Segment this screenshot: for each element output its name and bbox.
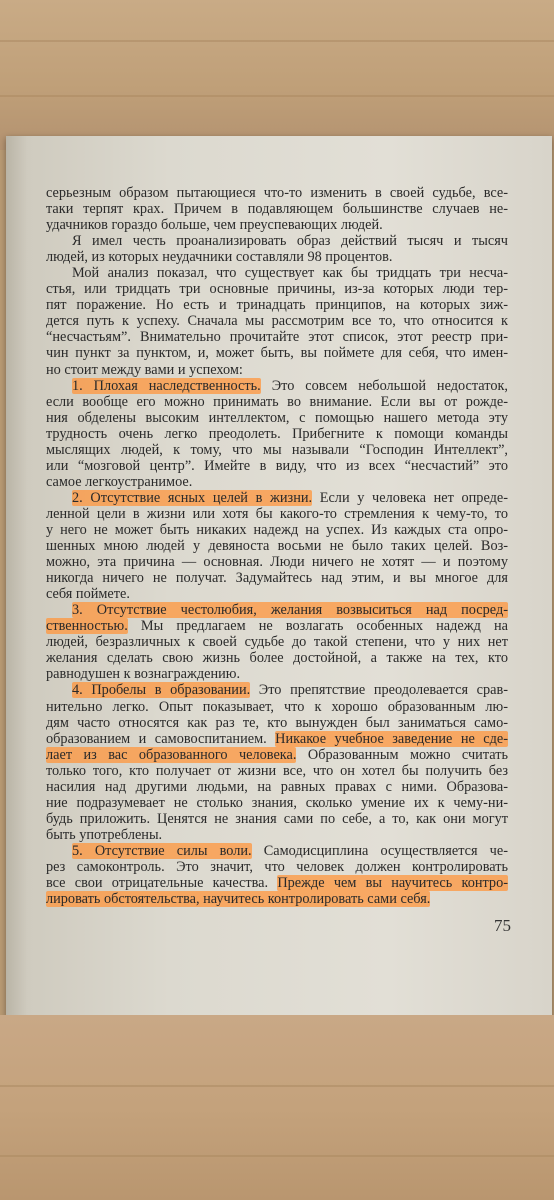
text-line bbox=[46, 474, 508, 490]
text-line bbox=[46, 875, 508, 891]
text-line bbox=[46, 394, 508, 410]
text-segment: никогда ничего не получат. Задумайтесь над этим, и вы многое для bbox=[46, 570, 508, 587]
text-line bbox=[46, 731, 508, 747]
text-segment: мыслящих людей, к тому, что мы называли “Господин Интеллект”, bbox=[46, 441, 508, 458]
text-line bbox=[46, 570, 508, 586]
text-line bbox=[46, 650, 508, 666]
text-segment: Мой анализ показал, что существует как бы тридцать три несча- bbox=[72, 265, 508, 282]
text-segment: Мы предлагаем не возлагать особенных надежд на bbox=[127, 618, 508, 635]
text-line bbox=[46, 249, 508, 265]
text-line bbox=[46, 201, 508, 217]
text-segment: трудность очень легко преодолеть. Прибегните к помощи команды bbox=[46, 425, 508, 442]
text-segment: ние подразумевает не столько знания, сколько умение их к чему-ни- bbox=[46, 794, 508, 811]
text-line bbox=[46, 634, 508, 650]
text-segment: самое легкоустранимое. bbox=[46, 473, 193, 490]
text-segment: Самодисциплина осуществляется че- bbox=[251, 842, 508, 859]
text-line bbox=[46, 297, 508, 313]
text-segment: равнодушен к вознаграждению. bbox=[46, 666, 241, 683]
text-segment: “несчастьям”. Внимательно прочитайте этот список, этот реестр при- bbox=[46, 329, 508, 346]
wood-grain bbox=[0, 1155, 554, 1157]
text-line bbox=[46, 313, 508, 329]
text-segment: дется путь к успеху. Сначала мы рассмотрим все то, что относится к bbox=[46, 313, 508, 330]
highlighted-text: 4. Пробелы в образовании. bbox=[72, 682, 251, 699]
text-line bbox=[46, 586, 508, 602]
text-line bbox=[46, 426, 508, 442]
text-segment: ния обделены высоким интеллектом, с помощью нашего метода эту bbox=[46, 409, 508, 426]
text-segment: Это препятствие преодолевается срав- bbox=[250, 682, 508, 699]
text-segment: серьезным образом пытающиеся что-то изменить в своей судьбе, все- bbox=[46, 185, 508, 201]
highlighted-text: Прежде чем вы научитесь контро- bbox=[277, 875, 508, 892]
highlighted-text: 3. Отсутствие честолюбия, желания возвыситься над посред- bbox=[72, 602, 508, 619]
text-line bbox=[46, 811, 508, 827]
text-segment: если вообще его можно принимать во внимание. Если вы от рожде- bbox=[46, 393, 508, 410]
text-segment: Если у человека нет опреде- bbox=[312, 489, 508, 506]
text-line bbox=[46, 458, 508, 474]
text-segment: желания сделать свою жизнь более достойной, а также на тех, кто bbox=[46, 650, 508, 667]
text-line bbox=[46, 747, 508, 763]
text-segment: нительно легко. Опыт показывает, что к хорошо образованным лю- bbox=[46, 698, 508, 715]
text-line bbox=[46, 217, 508, 233]
text-segment: людей, безразличных к своей судьбе до такой степени, что у них нет bbox=[46, 634, 508, 651]
text-line bbox=[46, 490, 508, 506]
highlighted-text: 2. Отсутствие ясных целей в жизни. bbox=[72, 489, 313, 506]
wood-grain bbox=[0, 40, 554, 42]
text-line bbox=[46, 442, 508, 458]
text-segment: рез самоконтроль. Это значит, что человек должен контролировать bbox=[46, 858, 508, 875]
text-line bbox=[46, 859, 508, 875]
text-line bbox=[46, 795, 508, 811]
text-line bbox=[46, 666, 508, 682]
text-line bbox=[46, 843, 508, 859]
text-line bbox=[46, 345, 508, 361]
text-segment: Я имел честь проанализировать образ действий тысяч и тысяч bbox=[72, 233, 508, 250]
text-line bbox=[46, 538, 508, 554]
text-segment: у него не может быть никаких надежд на успех. Из каждых ста опро- bbox=[46, 521, 508, 538]
text-segment: но стоит между вами и успехом: bbox=[46, 361, 243, 378]
text-segment: ленной цели в жизни или хотя бы какого-то стремления к чему-то, то bbox=[46, 505, 508, 522]
text-line bbox=[46, 554, 508, 570]
text-line bbox=[46, 602, 508, 618]
wood-grain bbox=[0, 95, 554, 97]
text-line bbox=[46, 329, 508, 345]
text-segment: все свои отрицательные качества. bbox=[46, 875, 278, 892]
highlighted-text: лает из вас образованного человека. bbox=[46, 746, 297, 763]
text-segment: таки терпят крах. Причем в подавляющем большинстве случаев не- bbox=[46, 201, 508, 218]
highlighted-text: ственностью. bbox=[46, 618, 128, 635]
text-segment: удачников гораздо больше, чем преуспевающих людей. bbox=[46, 217, 383, 234]
highlighted-text: 5. Отсутствие силы воли. bbox=[72, 842, 252, 859]
text-segment: себя поймете. bbox=[46, 586, 130, 603]
text-segment: стья, или тридцать три основные причины, из-за которых люди тер- bbox=[46, 281, 508, 298]
text-line bbox=[46, 362, 508, 378]
text-line bbox=[46, 827, 508, 843]
wooden-table-bottom bbox=[0, 1015, 554, 1200]
highlighted-text: лировать обстоятельства, научитесь контролировать сами себя. bbox=[46, 891, 431, 908]
text-segment: Образованным можно считать bbox=[296, 746, 509, 763]
text-line bbox=[46, 265, 508, 281]
text-segment: быть употреблены. bbox=[46, 826, 163, 843]
text-segment: людей, из которых неудачники составляли 98 процентов. bbox=[46, 249, 393, 266]
text-line bbox=[46, 522, 508, 538]
text-segment: только того, кто получает от жизни все, что он хотел бы получить без bbox=[46, 762, 508, 779]
text-line bbox=[46, 185, 508, 201]
text-segment: шенных мною людей у девяноста восьми не было таких целей. Воз- bbox=[46, 538, 508, 555]
text-line bbox=[46, 233, 508, 249]
text-segment: насилия над другими людьми, на равных правах с ними. Образова- bbox=[46, 778, 508, 795]
page-number: 75 bbox=[494, 916, 511, 935]
text-segment: или “мозговой центр”. Имейте в виду, что из всех “несчастий” это bbox=[46, 457, 508, 474]
text-segment: пят поражение. Но есть и тринадцать принципов, на которых зиж- bbox=[46, 297, 508, 314]
text-line bbox=[46, 891, 508, 907]
wood-grain bbox=[0, 1085, 554, 1087]
text-line bbox=[46, 506, 508, 522]
text-line bbox=[46, 779, 508, 795]
text-line bbox=[46, 699, 508, 715]
text-segment: чин пункт за пунктом, и, может быть, вы поймете для себя, что имен- bbox=[46, 345, 508, 362]
highlighted-text: Никакое учебное заведение не сде- bbox=[275, 730, 508, 747]
highlighted-text: 1. Плохая наследственность. bbox=[72, 377, 261, 394]
text-segment: можно, эта причина — основная. Люди ничего не хотят — и поэтому bbox=[46, 554, 508, 571]
page-text bbox=[46, 185, 508, 907]
text-line bbox=[46, 715, 508, 731]
wooden-table-top bbox=[0, 0, 554, 150]
text-segment: образованием и самовоспитанием. bbox=[46, 730, 276, 747]
text-segment: Это совсем небольшой недостаток, bbox=[260, 377, 508, 394]
text-line bbox=[46, 410, 508, 426]
text-line bbox=[46, 618, 508, 634]
text-line bbox=[46, 682, 508, 698]
text-line bbox=[46, 763, 508, 779]
text-segment: дям часто относятся как раз те, кто вынужден был заниматься само- bbox=[46, 714, 508, 731]
text-line bbox=[46, 378, 508, 394]
text-line bbox=[46, 281, 508, 297]
text-segment: будь приложить. Ценятся не знания сами по себе, а то, как они могут bbox=[46, 810, 508, 827]
